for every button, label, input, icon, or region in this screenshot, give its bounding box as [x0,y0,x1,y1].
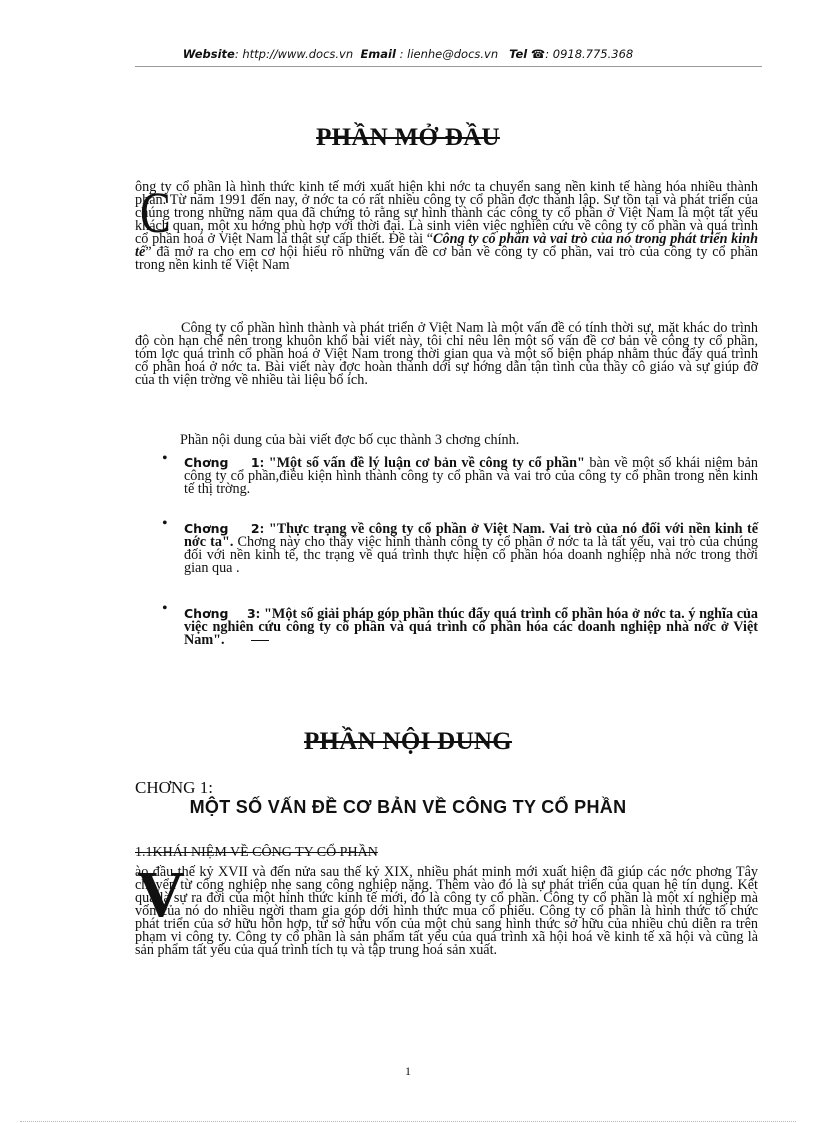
intro-paragraph-2 [135,322,758,387]
website-value: : http://www.docs.vn [234,47,354,61]
bullet-icon: • [162,515,168,532]
page-boundary [20,1121,796,1122]
chapter-number: 1 [250,455,260,470]
chapter-item-2 [184,522,758,575]
bullet-icon: • [162,450,168,467]
intro-paragraph-1-text: ông ty cổ phần là hình thức kinh tế mới xuất hiện khi nớc ta chuyển sang nền kinh tế hàng hóa nhiều thành phần. Từ năm 1991 đến nay, ở nớc ta có rất nhiều công ty cổ phần đợc thành lập. Sự tồn tại và phát triển của chúng trong những năm qua đã chứng tỏ rằng sự hình thành các công ty cổ phần ở Việt Nam là một tất yếu khách quan, một xu hớng phù hợp với thời đại. Là sinh viên việc nghiên cứu về công ty cổ phần và quá trình cổ phần hoá ở Việt Nam là thật sự cấp thiết. Đề tài “ [135,179,758,247]
dropcap-v: V [137,858,185,931]
thesis-title: Công ty cổ phần và vai trò của nó trong phát triển kinh tế [135,231,759,260]
chapter-description: bàn về một số khái niệm bản công ty cổ phần,điều kiện hình thành công ty cổ phần và vai trò của công ty cổ phần trong nền kinh tế thị trờng. [184,455,759,497]
email-label: Email [360,47,396,61]
section-heading: 1.1KHÁI NIỆM VỀ CÔNG TY CỔ PHẦN [135,845,378,860]
page-number: 1 [405,1064,411,1078]
chapter-title: : "Một số vấn đề lý luận cơ bản về công ty cổ phần" [259,455,585,471]
trailing-dash [251,640,269,641]
structure-lead: Phần nội dung của bài viết đợc bố cục thành 3 chơng chính. [180,432,520,448]
chapter-item-3 [184,607,758,647]
content-paragraph-1-text: ào đầu thế kỷ XVII và đến nửa sau thế kỷ XIX, nhiều phát minh mới xuất hiện đã giúp các nớc phơng Tây chuyển từ công nghiệp nhẹ sang công nghiệp nặng. Thêm vào đó là sự phát triển của quan hệ tín dụng. Kết quả là sự ra đời của một hình thức kinh tế mới, đó là công ty cổ phần. Công ty cổ phần là một xí nghiệp mà vốn của nó do nhiều ngời tham gia góp dới hình thức mua cổ phiếu. Công ty cổ phần là hình thức tổ chức phát triển của sở hữu hỗn hợp, từ sở hữu vốn của một chủ sang hình thức sở hữu của nhiều chủ diễn ra trên phạm vi công ty. Công ty cổ phần là sản phẩm tất yếu của quá trình xã hội hoá về kinh tế xã hội và cũng là sản phẩm tất yếu của quá trình tích tụ và tập trung hoá sản xuất. [135,864,758,958]
intro-title: PHẦN MỞ ĐẦU [316,124,500,151]
chapter-number: 2 [250,521,260,536]
tel-value: : 0918.775.368 [545,47,634,61]
content-title: PHẦN NỘI DUNG [303,728,513,755]
content-paragraph-1 [135,858,758,958]
chapter-title: : "Thực trạng về công ty cổ phần ở Việt Nam. Vai trò của nó đối với nền kinh tế nớc ta". [184,521,758,550]
page-header [0,47,816,61]
chapter-item-1 [184,456,758,496]
chapter-label: Chơng [184,521,229,536]
chapter-label: Chơng [184,455,229,470]
email-value: : lienhe@docs.vn [399,47,499,61]
chapter-number: 3 [246,606,256,621]
chapter-description: Chơng này cho thấy việc hình thành công ty cổ phần ở nớc ta là tất yếu, vai trò của chúng đối với nền kinh tế, thc trạng về quá trình thực hiện cổ phần hóa doanh nghiệp nhà nớc trong thời gian qua . [184,534,758,576]
dropcap-c: C [139,180,171,245]
phone-icon: ☎ [530,47,546,61]
tel-label: Tel [509,47,528,61]
chapter-title-heading: MỘT SỐ VẤN ĐỀ CƠ BẢN VỀ CÔNG TY CỔ PHẦN [189,797,627,817]
intro-paragraph-1 [135,181,758,272]
intro-paragraph-2-text: Công ty cổ phần hình thành và phát triển ở Việt Nam là một vấn đề có tính thời sự, mặt khác do trình độ còn hạn chế nên trong khuôn khổ bài viết này, tôi chỉ nêu lên một số vấn đề cơ bản về công ty cổ phần, tóm lợc quá trình cổ phần hoá ở Việt Nam trong thời gian qua và một số biện pháp nhằm thúc đẩy quá trình cổ phần hoá ở nớc ta. Bài viết này đợc hoàn thành dới sự hớng dẫn tận tình của thầy cô giáo và sự giúp đỡ của th viện trờng về nhiều tài liệu bổ ích. [135,320,758,388]
chapter-title: : "Một số giải pháp góp phần thúc đẩy quá trình cổ phần hóa ở nớc ta. ý nghĩa của việc nghiên cứu công ty cổ phần và quá trình cổ phần hóa các doanh nghiệp nhà nớc ở Việt Nam". [184,606,759,648]
bullet-icon: • [162,600,168,617]
header-rule [135,66,762,67]
intro-paragraph-1-tail: ” đã mở ra cho em cơ hội hiểu rõ những vấn đề cơ bản về công ty cổ phần, vai trò của công ty cổ phần trong nền kinh tế Việt Nam [135,244,758,273]
chapter-label: Chơng [184,606,229,621]
website-label: Website [182,47,235,61]
chapter-label-heading: CHƠNG 1: [135,778,213,797]
